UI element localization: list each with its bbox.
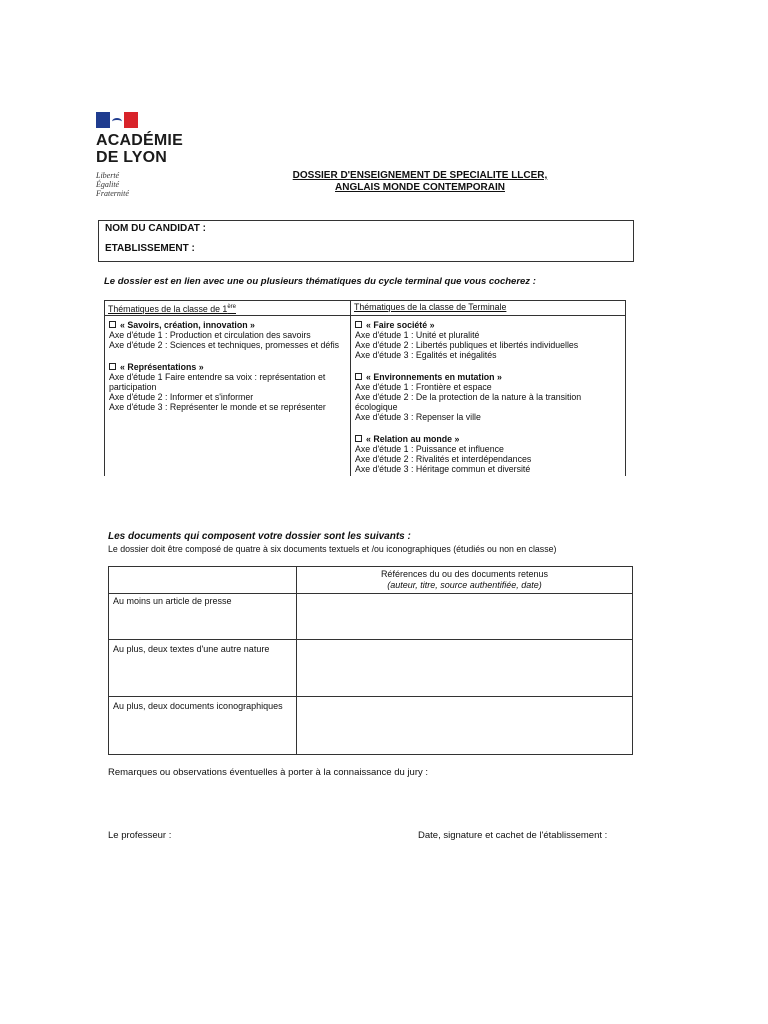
press-reference-field[interactable]	[297, 594, 633, 640]
theme-axis: Axe d'étude 2 : De la protection de la nature à la transition écologique	[355, 391, 582, 412]
themes-table	[104, 300, 626, 476]
theme-axis: Axe d'étude 1 Faire entendre sa voix : représentation et participation	[109, 371, 326, 392]
row-label-texts: Au plus, deux textes d'une autre nature	[109, 640, 297, 697]
motto-fraternite: Fraternité	[96, 189, 129, 198]
theme-axis: Axe d'étude 3 : Héritage commun et diversité	[355, 463, 531, 474]
motto-egalite: Égalité	[96, 180, 120, 189]
theme-axis: Axe d'étude 2 : Sciences et techniques, promesses et défis	[109, 339, 340, 350]
col2-theme-group	[355, 372, 621, 422]
logo-line-2: DE LYON	[96, 149, 168, 166]
texts-reference-field[interactable]	[297, 640, 633, 697]
theme-axis: Axe d'étude 3 : Repenser la ville	[355, 411, 481, 422]
theme-axis: Axe d'étude 1 : Production et circulation des savoirs	[109, 329, 311, 340]
theme-axis: Axe d'étude 2 : Rivalités et interdépendances	[355, 453, 532, 464]
references-header-line-2: (auteur, titre, source authentifiée, date)	[387, 580, 542, 590]
themes-intro: Le dossier est en lien avec une ou plusieurs thématiques du cycle terminal que vous cocherez :	[104, 276, 536, 287]
title-line-1: DOSSIER D'ENSEIGNEMENT DE SPECIALITE LLCER,	[292, 170, 548, 181]
header-empty-cell	[109, 567, 297, 594]
documents-subtitle: Le dossier doit être composé de quatre à six documents textuels et /ou iconographiques (étudiés ou non en classe)	[108, 544, 557, 554]
theme-axis: Axe d'étude 3 : Egalités et inégalités	[355, 349, 497, 360]
title-line-2: ANGLAIS MONDE CONTEMPORAIN	[335, 182, 505, 193]
motto-liberte: Liberté	[96, 171, 120, 180]
theme-axis: Axe d'étude 3 : Représenter le monde et se représenter	[109, 401, 326, 412]
theme-title: « Savoirs, création, innovation »	[120, 319, 255, 330]
iconographic-reference-field[interactable]	[297, 697, 633, 755]
theme-title: « Représentations »	[120, 361, 204, 372]
academy-logo	[96, 112, 200, 198]
theme-checkbox[interactable]	[355, 321, 362, 328]
theme-checkbox[interactable]	[355, 373, 362, 380]
terminal-themes	[351, 315, 626, 476]
signature-label: Date, signature et cachet de l'établissement :	[418, 830, 608, 841]
theme-axis: Axe d'étude 1 : Unité et pluralité	[355, 329, 480, 340]
theme-checkbox[interactable]	[109, 363, 116, 370]
theme-axis: Axe d'étude 2 : Informer et s'informer	[109, 391, 254, 402]
col1-theme-group	[109, 320, 346, 350]
theme-axis: Axe d'étude 1 : Frontière et espace	[355, 381, 492, 392]
col1-theme-group	[109, 362, 346, 412]
col1-header: Thématiques de la classe de 1ère	[105, 301, 351, 316]
logo-line-1: ACADÉMIE	[96, 132, 183, 149]
school-label: ETABLISSEMENT :	[105, 243, 195, 254]
theme-title: « Faire société »	[366, 319, 435, 330]
row-label-press: Au moins un article de presse	[109, 594, 297, 640]
documents-title: Les documents qui composent votre dossier sont les suivants :	[108, 531, 411, 542]
theme-heading	[109, 320, 346, 330]
col2-header: Thématiques de la classe de Terminale	[351, 301, 626, 316]
references-header	[297, 567, 633, 594]
candidate-name-label: NOM DU CANDIDAT :	[105, 223, 206, 234]
theme-heading	[109, 362, 346, 372]
documents-table	[108, 566, 633, 755]
first-year-themes	[105, 315, 351, 476]
theme-axis: Axe d'étude 1 : Puissance et influence	[355, 443, 504, 454]
col2-theme-group	[355, 434, 621, 474]
candidate-box	[98, 220, 634, 262]
theme-heading	[355, 434, 621, 444]
theme-axis: Axe d'étude 2 : Libertés publiques et libertés individuelles	[355, 339, 579, 350]
col2-theme-group	[355, 320, 621, 360]
teacher-label: Le professeur :	[108, 830, 172, 841]
row-label-iconographic: Au plus, deux documents iconographiques	[109, 697, 297, 755]
theme-title: « Environnements en mutation »	[366, 371, 502, 382]
theme-title: « Relation au monde »	[366, 433, 460, 444]
theme-heading	[355, 320, 621, 330]
marianne-flag-icon	[96, 112, 138, 128]
remarks-label: Remarques ou observations éventuelles à porter à la connaissance du jury :	[108, 767, 429, 778]
document-title	[250, 170, 590, 194]
theme-checkbox[interactable]	[355, 435, 362, 442]
theme-heading	[355, 372, 621, 382]
theme-checkbox[interactable]	[109, 321, 116, 328]
references-header-line-1: Références du ou des documents retenus	[380, 569, 549, 579]
